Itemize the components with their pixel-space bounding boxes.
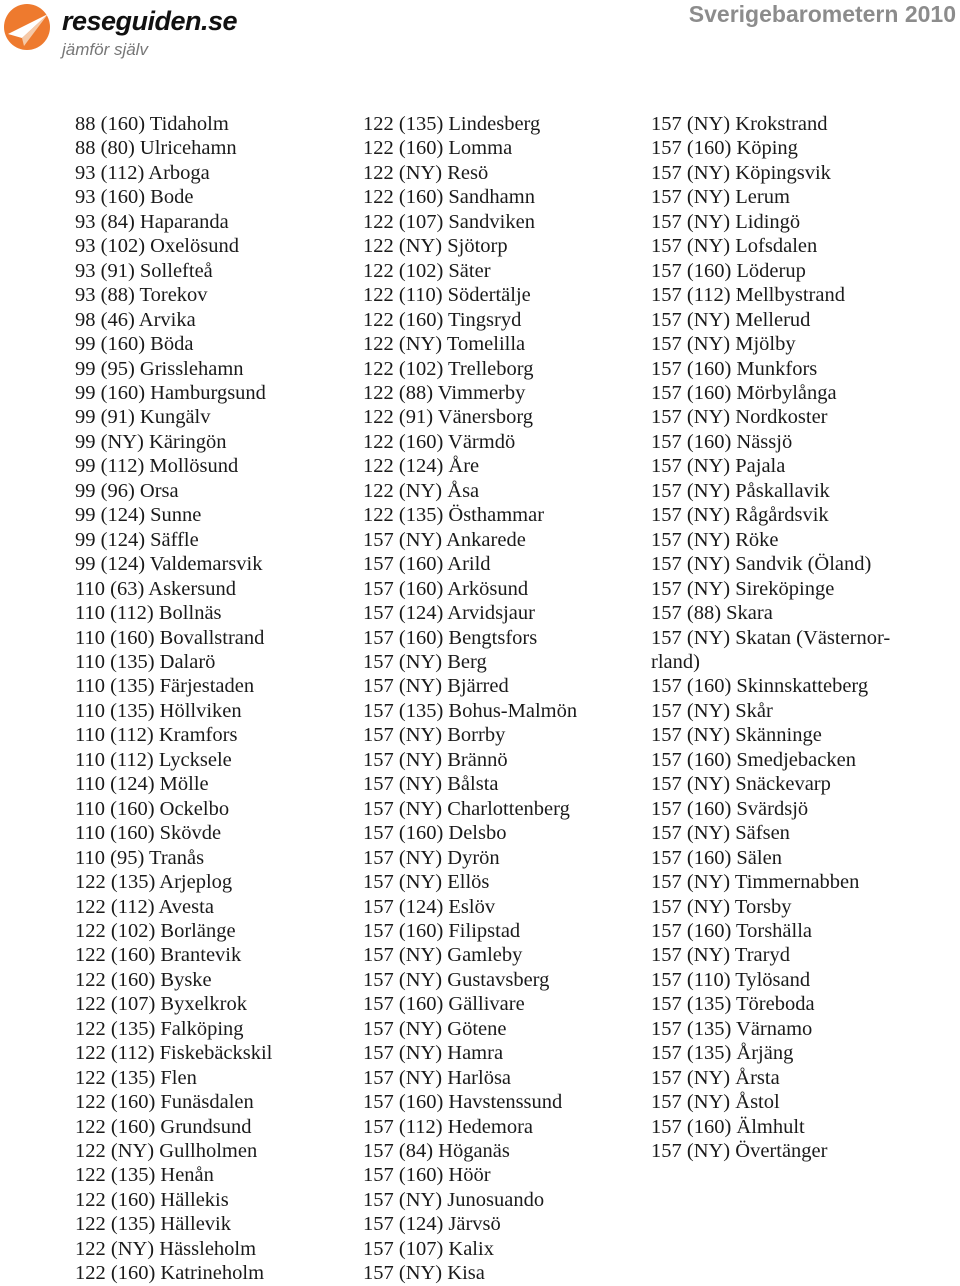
ranking-entry: 93 (88) Torekov [75,284,208,307]
ranking-entry: 122 (135) Östhammar [363,504,545,527]
ranking-entry: 122 (135) Hällevik [75,1213,231,1236]
ranking-entry: 157 (NY) Mjölby [651,333,796,356]
ranking-entry: 157 (88) Skara [651,602,773,625]
ranking-entry: 157 (NY) Mellerud [651,308,811,331]
ranking-entry: 122 (102) Trelleborg [363,357,534,380]
ranking-entry: 157 (160) Munkfors [651,357,818,380]
ranking-entry: 93 (84) Haparanda [75,210,229,233]
ranking-entry: 157 (NY) Pajala [651,455,786,478]
ranking-entry: 157 (135) Årjäng [651,1042,794,1065]
ranking-entry: 157 (NY) Torsby [651,895,792,918]
ranking-column-1 [75,112,272,1286]
ranking-entry: 157 (160) Svärdsjö [651,797,809,820]
ranking-entry: 157 (NY) Berg [363,650,487,673]
ranking-entry: 157 (160) Gällivare [363,993,525,1016]
ranking-entry: 122 (135) Henån [75,1164,214,1187]
ranking-entry: 122 (160) Brantevik [75,944,242,967]
ranking-entry: 88 (80) Ulricehamn [75,137,237,160]
ranking-entry: 93 (102) Oxelösund [75,235,239,258]
ranking-entry: 157 (NY) Ankarede [363,528,526,551]
ranking-entry: 122 (124) Åre [363,455,480,478]
ranking-entry: 157 (110) Tylösand [651,968,811,991]
ranking-entry: 122 (NY) Åsa [363,479,480,502]
ranking-entry: 99 (124) Valdemarsvik [75,553,263,576]
ranking-entry: 122 (160) Funäsdalen [75,1091,254,1114]
ranking-entry: 157 (160) Höör [363,1164,491,1187]
ranking-entry: 110 (135) Färjestaden [75,675,255,698]
ranking-entry: 110 (112) Lycksele [75,748,232,771]
ranking-entry: 157 (160) Smedjebacken [651,748,856,771]
ranking-entry: 122 (88) Vimmerby [363,381,526,404]
ranking-entry: 122 (135) Lindesberg [363,113,541,135]
ranking-entry: 157 (NY) Junosuando [363,1188,545,1211]
ranking-entry: 122 (160) Katrineholm [75,1262,265,1285]
ranking-entry: 93 (91) Sollefteå [75,259,213,282]
ranking-entry: 110 (95) Tranås [75,846,205,869]
ranking-entry: 93 (160) Bode [75,186,194,209]
ranking-entry: 157 (160) Nässjö [651,430,793,453]
ranking-entry: 157 (NY) Timmernabben [651,871,860,894]
ranking-entry: 122 (160) Hällekis [75,1188,229,1211]
ranking-entry: 157 (NY) Röke [651,528,779,551]
ranking-entry: 157 (160) Torshälla [651,919,813,942]
ranking-entry: 122 (135) Falköping [75,1017,244,1040]
ranking-entry: 157 (160) Sälen [651,846,782,869]
ranking-entry: 157 (NY) Gustavsberg [363,968,550,991]
ranking-entry: 157 (160) Bengtsfors [363,626,538,649]
ranking-entry: 157 (NY) Kisa [363,1262,485,1285]
ranking-entry: 122 (NY) Hässleholm [75,1237,257,1260]
ranking-entry: 99 (160) Böda [75,333,194,356]
ranking-entry: 157 (NY) Brännö [363,748,508,771]
ranking-entry: 122 (102) Säter [363,259,491,282]
ranking-entry: 110 (112) Kramfors [75,724,238,747]
ranking-entry: 157 (NY) Köpingsvik [651,161,831,184]
ranking-entry: 157 (NY) Lerum [651,186,790,209]
ranking-entry: 157 (84) Höganäs [363,1140,510,1163]
ranking-entry: 88 (160) Tidaholm [75,113,229,135]
ranking-entry: 122 (112) Fiskebäckskil [75,1042,273,1065]
ranking-entry: 157 (NY) Övertänger [651,1140,828,1163]
ranking-entry: 157 (160) Löderup [651,259,806,282]
ranking-entry: 122 (110) Södertälje [363,284,531,307]
ranking-entry: 122 (135) Arjeplog [75,871,233,894]
ranking-entry: 157 (NY) Skänninge [651,724,822,747]
ranking-entry: 157 (NY) Charlottenberg [363,797,570,820]
ranking-entry: 157 (NY) Dyrön [363,846,500,869]
ranking-entry: 157 (NY) Sireköpinge [651,577,835,600]
ranking-entry: 157 (NY) Snäckevarp [651,773,831,796]
ranking-entry: 157 (NY) Borrby [363,724,506,747]
ranking-entry: 157 (160) Filipstad [363,919,521,942]
ranking-entry: 157 (124) Järvsö [363,1213,501,1236]
ranking-entry: 122 (160) Lomma [363,137,513,160]
ranking-entry: 157 (NY) Bålsta [363,773,499,796]
ranking-entry: 157 (160) Havstenssund [363,1091,563,1114]
ranking-entry: 157 (107) Kalix [363,1237,494,1260]
ranking-entry: 122 (135) Flen [75,1066,197,1089]
ranking-entry: 157 (NY) Hamra [363,1042,504,1065]
ranking-entry: 157 (135) Värnamo [651,1017,813,1040]
ranking-entry: 157 (NY) Bjärred [363,675,509,698]
ranking-entry: 157 (NY) Påskallavik [651,479,830,502]
ranking-entry: 110 (135) Höllviken [75,699,242,722]
ranking-entry: 98 (46) Arvika [75,308,196,331]
ranking-entry: 110 (160) Skövde [75,822,222,845]
ranking-entry: 157 (NY) Åstol [651,1091,780,1114]
ranking-entry: 157 (160) Arkösund [363,577,529,600]
ranking-entry: 99 (124) Säffle [75,528,199,551]
ranking-entry: 157 (112) Mellbystrand [651,284,845,307]
ranking-column-3 [651,112,890,1163]
ranking-entry: 157 (NY) Götene [363,1017,507,1040]
ranking-entry: 157 (124) Eslöv [363,895,496,918]
logo-tagline: jämför själv [62,40,148,59]
ranking-entry: 122 (NY) Sjötorp [363,235,508,258]
ranking-entry: 157 (NY) Traryd [651,944,790,967]
ranking-entry: 122 (112) Avesta [75,895,214,918]
ranking-entry: 157 (135) Bohus-Malmön [363,699,578,722]
ranking-entry: 157 (NY) Harlösa [363,1066,512,1089]
ranking-entry: 122 (107) Sandviken [363,210,535,233]
ranking-entry: 157 (NY) Årsta [651,1066,780,1089]
ranking-entry: 110 (63) Askersund [75,577,236,600]
ranking-entry: 157 (NY) Sandvik (Öland) [651,553,872,576]
ranking-entry: 157 (NY) Ellös [363,871,490,894]
reseguiden-logo[interactable] [4,2,294,62]
ranking-entry: 110 (112) Bollnäs [75,602,222,625]
ranking-entry: 157 (160) Arild [363,553,491,576]
ranking-entry: 122 (NY) Resö [363,161,489,184]
ranking-entry: 122 (160) Byske [75,968,212,991]
ranking-entry: 157 (112) Hedemora [363,1115,534,1138]
ranking-entry: 157 (NY) Rågårdsvik [651,504,829,527]
ranking-entry: 157 (NY) Gamleby [363,944,523,967]
ranking-entry: 99 (95) Grisslehamn [75,357,244,380]
ranking-entry: 157 (160) Skinnskatteberg [651,675,869,698]
ranking-entry: 157 (NY) Krokstrand [651,113,828,135]
ranking-entry: 157 (NY) Säfsen [651,822,790,845]
ranking-entry: 110 (124) Mölle [75,773,209,796]
ranking-entry: 122 (107) Byxelkrok [75,993,247,1016]
ranking-entry: 110 (135) Dalarö [75,650,216,673]
ranking-entry: 157 (135) Töreboda [651,993,815,1016]
paper-plane-icon [4,4,50,50]
ranking-entry: 157 (160) Mörbylånga [651,381,837,404]
ranking-entry: 157 (160) Älmhult [651,1115,805,1138]
ranking-entry: 122 (NY) Tomelilla [363,333,526,356]
ranking-entry: 99 (124) Sunne [75,504,202,527]
ranking-entry: 122 (160) Sandhamn [363,186,535,209]
ranking-entry: 110 (160) Ockelbo [75,797,230,820]
ranking-entry: 99 (NY) Käringön [75,430,227,453]
ranking-entry: 157 (160) Delsbo [363,822,507,845]
ranking-entry: 99 (160) Hamburgsund [75,381,266,404]
ranking-entry: 122 (160) Värmdö [363,430,516,453]
ranking-entry: 157 (NY) Skatan (Västernor- rland) [651,626,891,673]
ranking-entry: 93 (112) Arboga [75,161,210,184]
ranking-entry: 157 (NY) Nordkoster [651,406,828,429]
ranking-entry: 157 (NY) Lidingö [651,210,801,233]
ranking-entry: 110 (160) Bovallstrand [75,626,265,649]
ranking-column-2 [363,112,577,1286]
ranking-entry: 99 (91) Kungälv [75,406,211,429]
ranking-entry: 122 (160) Tingsryd [363,308,522,331]
ranking-entry: 157 (160) Köping [651,137,798,160]
ranking-entry: 122 (102) Borlänge [75,919,236,942]
ranking-entry: 99 (112) Mollösund [75,455,239,478]
ranking-entry: 122 (160) Grundsund [75,1115,252,1138]
document-title: Sverigebarometern 2010 [688,1,956,27]
logo-name: reseguiden.se [62,6,238,36]
ranking-entry: 157 (124) Arvidsjaur [363,602,535,625]
ranking-entry: 122 (91) Vänersborg [363,406,534,429]
ranking-entry: 122 (NY) Gullholmen [75,1140,258,1163]
ranking-entry: 157 (NY) Skår [651,699,773,722]
ranking-entry: 157 (NY) Lofsdalen [651,235,818,258]
ranking-entry: 99 (96) Orsa [75,479,179,502]
